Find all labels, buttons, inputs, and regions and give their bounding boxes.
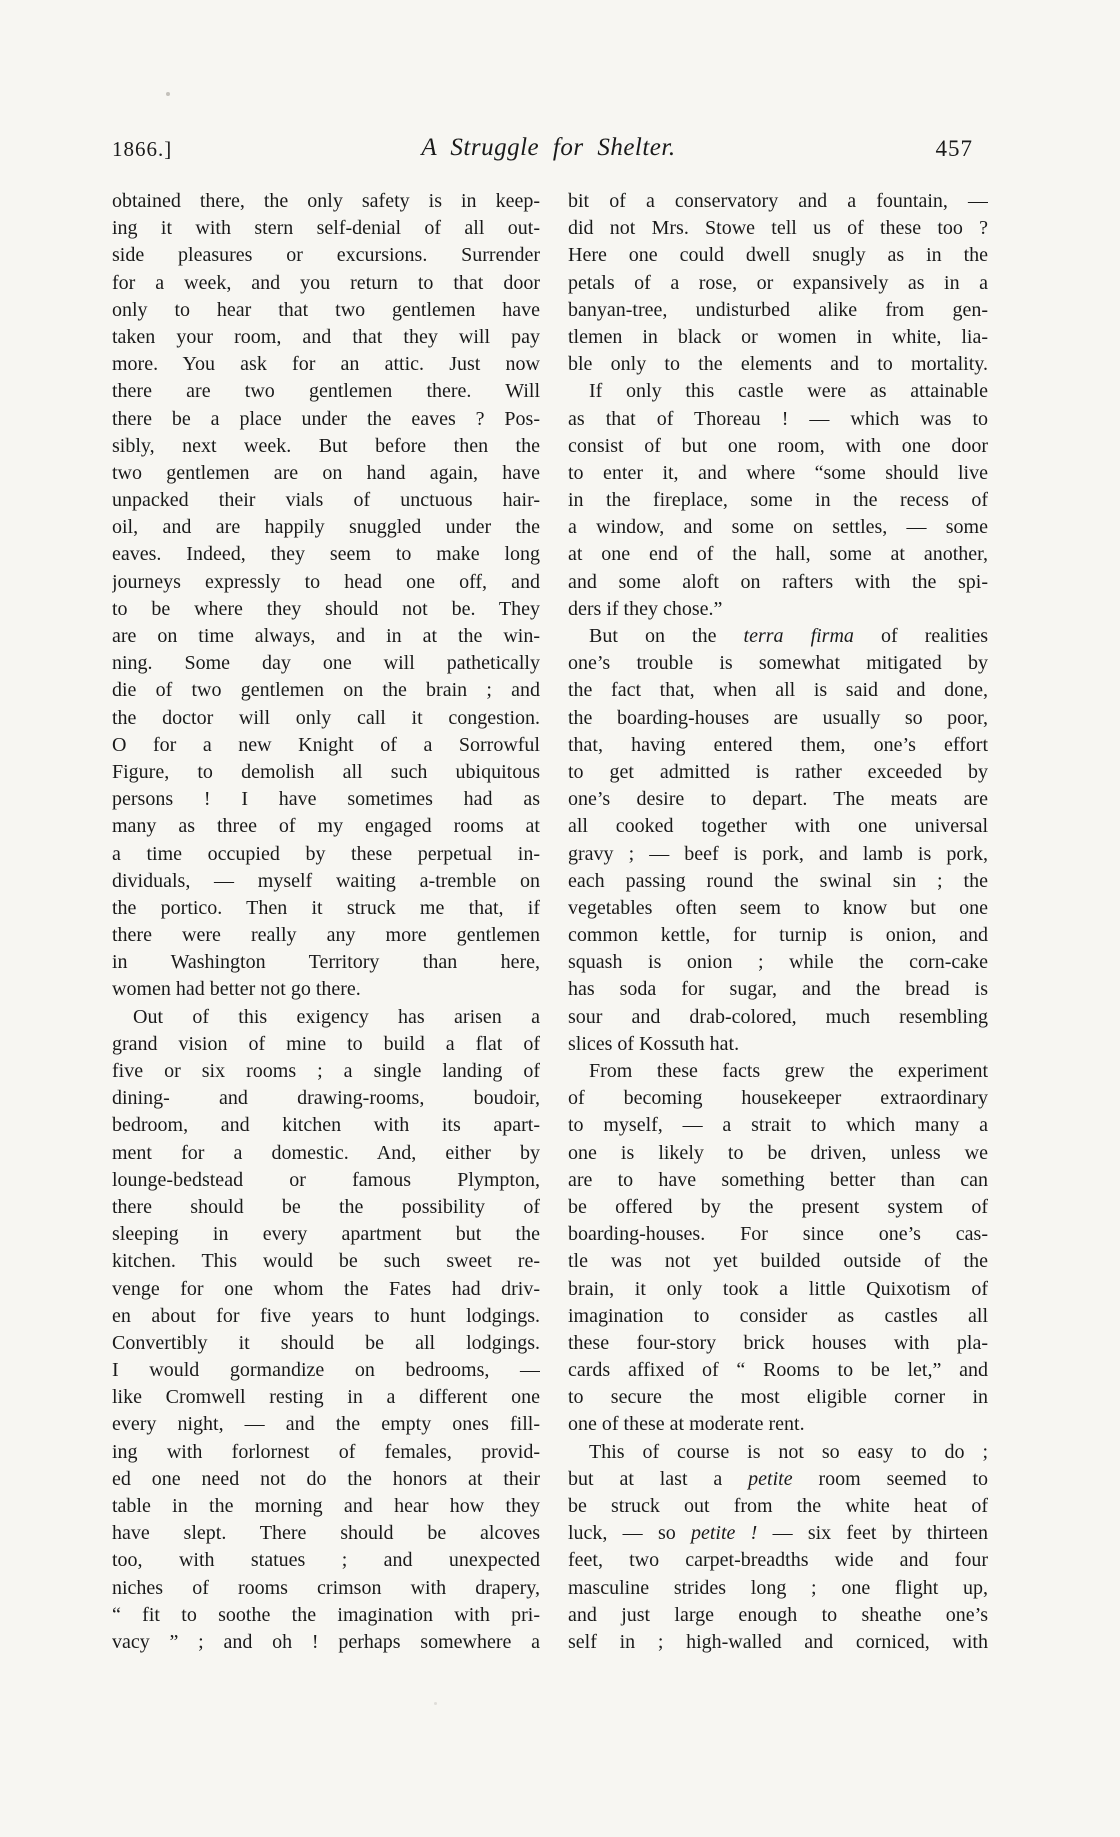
- paragraph: [568, 188, 988, 378]
- text-line: to secure the most eligible corner in: [568, 1386, 988, 1409]
- text-column-right: [568, 188, 988, 1656]
- text-line: ble only to the elements and to mortality.: [568, 353, 988, 376]
- text-line: vegetables often seem to know but one: [568, 896, 988, 919]
- text-line: From these facts grew the experiment: [589, 1060, 988, 1082]
- text-line: every night, — and the empty ones fill-: [112, 1413, 540, 1436]
- text-line: ed one need not do the honors at their: [112, 1467, 540, 1490]
- text-line: ing with forlornest of females, provid-: [112, 1440, 540, 1463]
- text-line: side pleasures or excursions. Surrender: [112, 244, 540, 267]
- text-line: “ fit to soothe the imagination with pri-: [112, 1603, 540, 1626]
- text-line: kitchen. This would be such sweet re-: [112, 1250, 540, 1273]
- text-line: But on the terra firma of realities: [589, 625, 988, 647]
- text-line: one is likely to be driven, unless we: [568, 1141, 988, 1164]
- text-line: journeys expressly to head one off, and: [112, 570, 540, 593]
- text-line: tlemen in black or women in white, lia-: [568, 325, 988, 348]
- text-line: the portico. Then it struck me that, if: [112, 896, 540, 919]
- text-line: tle was not yet builded outside of the: [568, 1250, 988, 1273]
- text-line: there are two gentlemen there. Will: [112, 380, 540, 403]
- text-line: all cooked together with one universal: [568, 815, 988, 838]
- text-line: to be where they should not be. They: [112, 597, 540, 620]
- text-line: women had better not go there.: [112, 978, 361, 1001]
- text-line: there should be the possibility of: [112, 1195, 540, 1218]
- text-line: the boarding-houses are usually so poor,: [568, 706, 988, 729]
- text-body: [112, 188, 988, 1656]
- text-line: ment for a domestic. And, either by: [112, 1141, 540, 1164]
- text-line: more. You ask for an attic. Just now: [112, 353, 540, 376]
- paragraph: [112, 1004, 540, 1657]
- text-line: to enter it, and where “some should live: [568, 461, 988, 484]
- text-line: masculine strides long ; one flight up,: [568, 1576, 988, 1599]
- text-line: of becoming housekeeper extraordinary: [568, 1087, 988, 1110]
- paragraph: [112, 188, 540, 1004]
- text-line: only to hear that two gentlemen have: [112, 298, 540, 321]
- text-line: common kettle, for turnip is onion, and: [568, 924, 988, 947]
- text-line: en about for five years to hunt lodgings.: [112, 1304, 540, 1327]
- text-line: grand vision of mine to build a flat of: [112, 1032, 540, 1055]
- text-column-left: [112, 188, 540, 1656]
- text-line: luck, — so petite ! — six feet by thirteen: [568, 1522, 988, 1545]
- text-line: sibly, next week. But before then the: [112, 434, 540, 457]
- text-line: as that of Thoreau ! — which was to: [568, 407, 988, 430]
- text-line: there be a place under the eaves ? Pos-: [112, 407, 540, 430]
- text-line: bit of a conservatory and a fountain, —: [568, 190, 988, 212]
- text-line: these four-story brick houses with pla-: [568, 1331, 988, 1354]
- text-line: persons ! I have sometimes had as: [112, 788, 540, 811]
- text-line: sour and drab-colored, much resembling: [568, 1005, 988, 1028]
- text-line: feet, two carpet-breadths wide and four: [568, 1549, 988, 1572]
- text-line: has soda for sugar, and the bread is: [568, 978, 988, 1001]
- text-line: Here one could dwell snugly as in the: [568, 244, 988, 267]
- text-line: taken your room, and that they will pay: [112, 325, 540, 348]
- text-line: self in ; high-walled and corniced, with: [568, 1630, 988, 1653]
- text-line: did not Mrs. Stowe tell us of these too ?: [568, 217, 988, 240]
- text-line: niches of rooms crimson with drapery,: [112, 1576, 540, 1599]
- text-line: at one end of the hall, some at another,: [568, 543, 988, 566]
- text-line: squash is onion ; while the corn-cake: [568, 951, 988, 974]
- text-line: sleeping in every apartment but the: [112, 1223, 540, 1246]
- text-line: five or six rooms ; a single landing of: [112, 1060, 540, 1082]
- text-line: are on time always, and in at the win-: [112, 625, 540, 647]
- text-line: are to have something better than can: [568, 1168, 988, 1191]
- text-line: that, having entered them, one’s effort: [568, 733, 988, 756]
- text-line: die of two gentlemen on the brain ; and: [112, 679, 540, 702]
- text-line: vacy ” ; and oh ! perhaps somewhere a: [112, 1630, 540, 1653]
- text-line: dividuals, — myself waiting a-tremble on: [112, 869, 540, 892]
- text-line: brain, it only took a little Quixotism of: [568, 1277, 988, 1300]
- text-line: bedroom, and kitchen with its apart-: [112, 1114, 540, 1137]
- text-line: eaves. Indeed, they seem to make long: [112, 543, 540, 566]
- paragraph: [568, 1439, 988, 1657]
- text-line: a window, and some on settles, — some: [568, 516, 988, 539]
- text-line: banyan-tree, undisturbed alike from gen-: [568, 298, 988, 321]
- text-line: to get admitted is rather exceeded by: [568, 760, 988, 783]
- text-line: unpacked their vials of unctuous hair-: [112, 489, 540, 512]
- text-line: gravy ; — beef is pork, and lamb is pork,: [568, 842, 988, 865]
- paragraph: [568, 623, 988, 1058]
- scan-speck: [166, 92, 170, 96]
- scan-speck: [434, 1702, 437, 1705]
- text-line: ing it with stern self-denial of all out-: [112, 217, 540, 240]
- text-line: but at last a petite room seemed to: [568, 1467, 988, 1490]
- text-line: one’s desire to depart. The meats are: [568, 788, 988, 811]
- text-line: two gentlemen are on hand again, have: [112, 461, 540, 484]
- text-line: Figure, to demolish all such ubiquitous: [112, 760, 540, 783]
- text-line: I would gormandize on bedrooms, —: [112, 1359, 540, 1382]
- text-line: venge for one whom the Fates had driv-: [112, 1277, 540, 1300]
- text-line: cards affixed of “ Rooms to be let,” and: [568, 1359, 988, 1382]
- text-line: lounge-bedstead or famous Plympton,: [112, 1168, 540, 1191]
- text-line: have slept. There should be alcoves: [112, 1522, 540, 1545]
- text-line: like Cromwell resting in a different one: [112, 1386, 540, 1409]
- text-line: Out of this exigency has arisen a: [133, 1005, 540, 1028]
- text-line: table in the morning and hear how they: [112, 1495, 540, 1517]
- text-line: dining- and drawing-rooms, boudoir,: [112, 1087, 540, 1110]
- text-line: and some aloft on rafters with the spi-: [568, 570, 988, 593]
- text-line: the doctor will only call it congestion.: [112, 706, 540, 729]
- text-line: consist of but one room, with one door: [568, 434, 988, 457]
- text-line: each passing round the swinal sin ; the: [568, 869, 988, 892]
- paragraph: [568, 1058, 988, 1439]
- text-line: there were really any more gentlemen: [112, 924, 540, 947]
- text-line: for a week, and you return to that door: [112, 271, 540, 294]
- text-line: the fact that, when all is said and done,: [568, 679, 988, 702]
- text-line: imagination to consider as castles all: [568, 1304, 988, 1327]
- text-line: and just large enough to sheathe one’s: [568, 1603, 988, 1626]
- text-line: be struck out from the white heat of: [568, 1495, 988, 1517]
- text-line: one’s trouble is somewhat mitigated by: [568, 652, 988, 675]
- text-line: oil, and are happily snuggled under the: [112, 516, 540, 539]
- text-line: obtained there, the only safety is in keep-: [112, 190, 540, 212]
- text-line: one of these at moderate rent.: [568, 1413, 805, 1436]
- folio-year: 1866.]: [112, 137, 173, 161]
- text-line: ders if they chose.”: [568, 597, 723, 620]
- text-line: in Washington Territory than here,: [112, 951, 540, 974]
- text-line: many as three of my engaged rooms at: [112, 815, 540, 838]
- paragraph: [568, 378, 988, 623]
- text-line: slices of Kossuth hat.: [568, 1032, 740, 1055]
- text-line: petals of a rose, or expansively as in a: [568, 271, 988, 294]
- text-line: If only this castle were as attainable: [589, 380, 988, 403]
- text-line: to myself, — a strait to which many a: [568, 1114, 988, 1137]
- text-line: a time occupied by these perpetual in-: [112, 842, 540, 865]
- text-line: This of course is not so easy to do ;: [589, 1440, 988, 1463]
- running-title: A Struggle for Shelter.: [421, 134, 676, 161]
- text-line: be offered by the present system of: [568, 1195, 988, 1218]
- text-line: boarding-houses. For since one’s cas-: [568, 1223, 988, 1246]
- folio-page-number: 457: [935, 136, 973, 161]
- text-line: O for a new Knight of a Sorrowful: [112, 733, 540, 756]
- page-header: [112, 124, 985, 162]
- text-line: too, with statues ; and unexpected: [112, 1549, 540, 1572]
- text-line: ning. Some day one will pathetically: [112, 652, 540, 675]
- text-line: Convertibly it should be all lodgings.: [112, 1331, 540, 1354]
- text-line: in the fireplace, some in the recess of: [568, 489, 988, 512]
